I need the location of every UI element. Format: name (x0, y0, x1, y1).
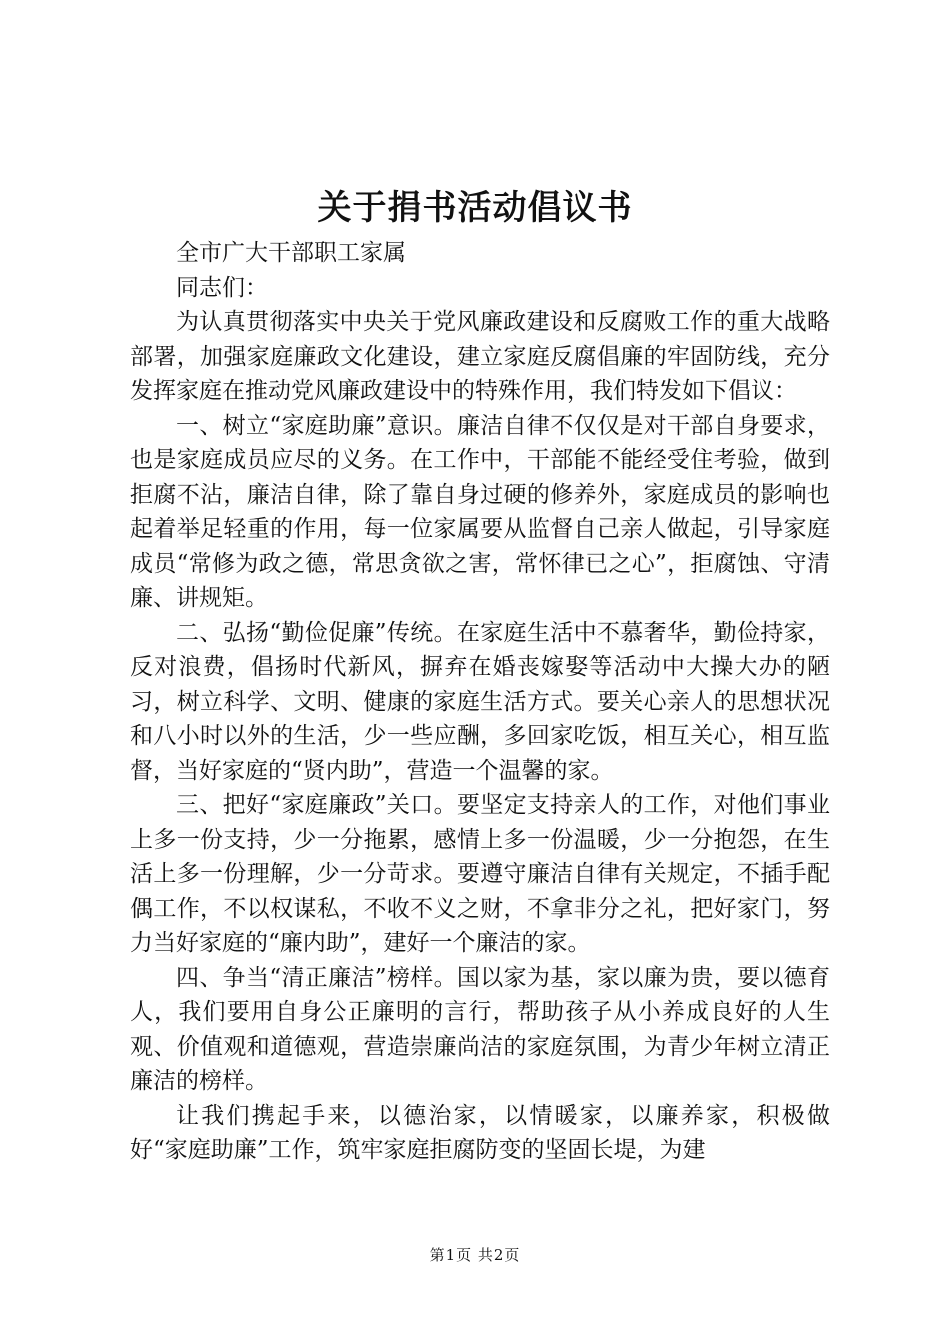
body-paragraph: 四、争当“清正廉洁”榜样。国以家为基，家以廉为贵，要以德育人，我们要用自身公正廉明的言行，帮助孩子从小养成良好的人生观、价值观和道德观，营造崇廉尚洁的家庭氛围，为青少年树立清正廉洁的榜样。 (130, 964, 830, 1094)
body-paragraph: 二、弘扬“勤俭促廉”传统。在家庭生活中不慕奢华，勤俭持家，反对浪费，倡扬时代新风，摒弃在婚丧嫁娶等活动中大操大办的陋习，树立科学、文明、健康的家庭生活方式。要关心亲人的思想状况和八小时以外的生活，少一些应酬，多回家吃饭，相互关心，相互监督，当好家庭的“贤内助”，营造一个温馨的家。 (130, 619, 830, 784)
body-paragraph: 一、树立“家庭助廉”意识。廉洁自律不仅仅是对干部自身要求，也是家庭成员应尽的义务。在工作中，干部能不能经受住考验，做到拒腐不沾，廉洁自律，除了靠自身过硬的修养外，家庭成员的影响也起着举足轻重的作用，每一位家属要从监督自己亲人做起，引导家庭成员“常修为政之德，常思贪欲之害，常怀律已之心”，拒腐蚀、守清廉、讲规矩。 (130, 412, 830, 611)
salutation-line: 同志们： (176, 274, 268, 301)
page-footer: 第1页 共2页 (429, 1246, 521, 1264)
body-paragraph: 让我们携起手来，以德治家，以情暖家，以廉养家，积极做好“家庭助廉”工作，筑牢家庭拒腐防变的坚固长堤，为建 (130, 1102, 830, 1163)
salutation-line: 全市广大干部职工家属 (176, 240, 406, 266)
body-paragraph: 三、把好“家庭廉政”关口。要坚定支持亲人的工作，对他们事业上多一份支持，少一分拖累，感情上多一份温暖，少一分抱怨，在生活上多一份理解，少一分苛求。要遵守廉洁自律有关规定，不插手配偶工作，不以权谋私，不收不义之财，不拿非分之礼，把好家门，努力当好家庭的“廉内助”，建好一个廉洁的家。 (130, 792, 830, 956)
body-paragraph: 为认真贯彻落实中央关于党风廉政建设和反腐败工作的重大战略部署，加强家庭廉政文化建设，建立家庭反腐倡廉的牢固防线，充分发挥家庭在推动党风廉政建设中的特殊作用，我们特发如下倡议： (130, 309, 830, 404)
document-body (130, 236, 830, 1168)
document-title: 关于捐书活动倡议书 (317, 188, 633, 228)
